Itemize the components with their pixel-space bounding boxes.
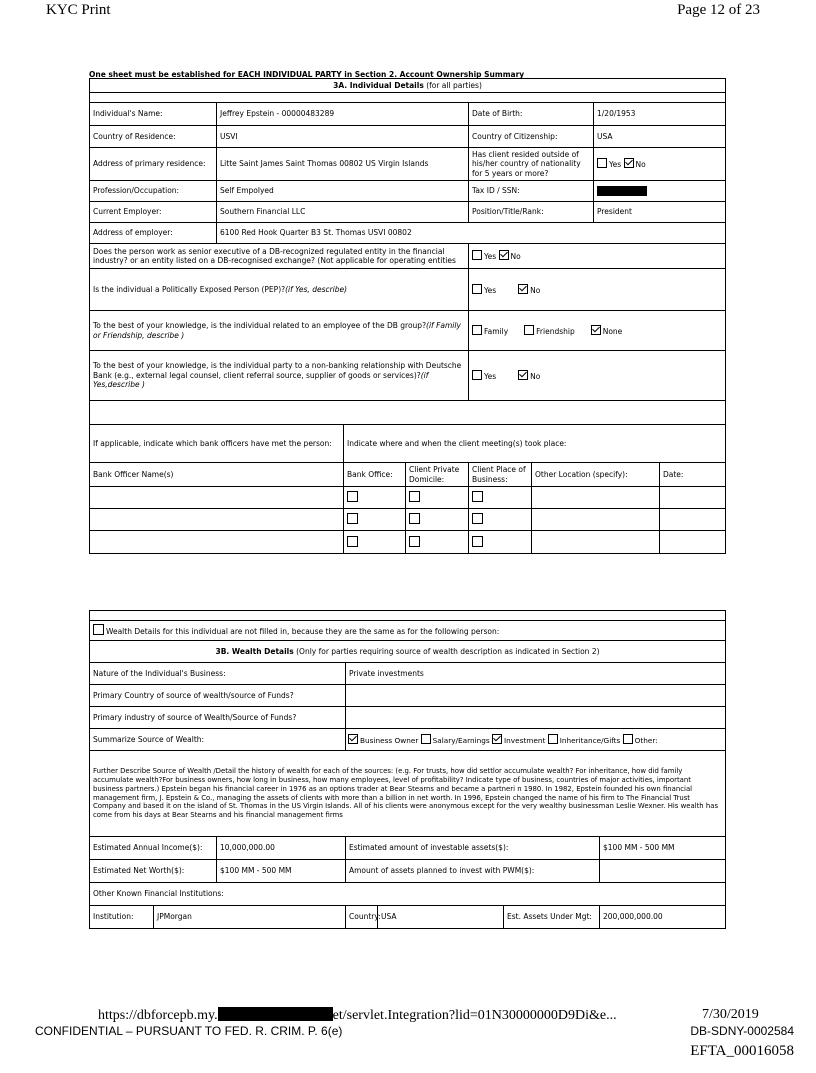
section-3b-header: 3B. Wealth Details (Only for parties requiring source of wealth description as indicated in Section 2) [90,641,726,663]
address-value: Litte Saint James Saint Thomas 00802 US Virgin Islands [217,148,469,181]
planned-label: Amount of assets planned to invest with PWM($): [346,860,600,883]
officer-name-cell[interactable] [90,487,344,509]
residence-value: USVI [217,126,469,148]
individual-details-table [89,78,726,554]
income-value: 10,000,000.00 [217,837,346,860]
residence-label: Country of Residence: [90,126,217,148]
section-3a-header: 3A. Individual Details (for all parties) [90,79,726,93]
taxid-value [594,181,726,202]
nonbank-question: To the best of your knowledge, is the individual party to a non-banking relationship with Deutsche Bank (e.g., external legal counsel, client referral source, supplier of goods or services)?(if Yes,describe ) [90,351,469,401]
pep-question: Is the individual a Politically Exposed Person (PEP)?(if Yes, describe) [90,269,469,311]
employer-label: Current Employer: [90,202,217,223]
pep-yes-checkbox[interactable] [472,284,482,294]
senior-exec-question: Does the person work as senior executive of a DB-recognized regulated entity in the financial industry? or an entity listed on a DB-recognised exchange? (Not applicable for operating entities [90,244,469,269]
officer-name-cell[interactable] [90,531,344,554]
date-cell[interactable] [660,509,726,531]
citizenship-label: Country of Citizenship: [469,126,594,148]
pep-no-checkbox[interactable] [518,284,528,294]
date-cell[interactable] [660,487,726,509]
meeting-row [90,487,726,509]
same-as-checkbox[interactable] [93,624,104,635]
planned-value[interactable] [600,860,726,883]
client-domicile-header: Client Private Domicile: [406,463,469,487]
domicile-checkbox[interactable] [409,491,420,502]
meeting-row [90,509,726,531]
other-location-cell[interactable] [532,509,660,531]
name-value: Jeffrey Epstein - 00000483289 [217,103,469,126]
client-business-header: Client Place of Business: [469,463,532,487]
other-location-cell[interactable] [532,531,660,554]
date-header: Date: [660,463,726,487]
other-location-cell[interactable] [532,487,660,509]
employer-address-label: Address of employer: [90,223,217,244]
bank-office-header: Bank Office: [344,463,406,487]
further-description: Further Describe Source of Wealth /Detail the history of wealth for each of the sources: (e.g. For trusts, how did settlor accumulate wealth? For inheritance, how did family accumulate wealth?For business owners, how long in business, how many employees, level of profitability? Indicate type of business, countries of major activities, important business partners.) Epstein began his financial career in 1976 as an options trader at Bear Stearns and became a partneri n 1980. In 1982, Epstein founded his own financial management firm, J. Epstein & Co., managing the assets of clients with more than a billion in net worth. In 1996, Epstein changed the name of his firm to The Financial Trust Company and based it on the island of St. Thomas in the US Virgin Islands. All of his clients were anonymous except for the very wealthy businessman Leslie Wexner. His wealth has come from his days at Bear Stearns and his financial management firms [90,751,726,837]
investable-value: $100 MM - 500 MM [600,837,726,860]
instruction-text: One sheet must be established for EACH INDIVIDUAL PARTY in Section 2. Account Ownership Summary [89,70,525,79]
source-country-value[interactable] [346,685,726,707]
nature-value: Private investments [346,663,726,685]
citizenship-value: USA [594,126,726,148]
header-title: KYC Print [46,2,111,18]
related-question: To the best of your knowledge, is the individual related to an employee of the DB group?(if Family or Friendship, describe ) [90,311,469,351]
bank-office-checkbox[interactable] [347,513,358,524]
business-checkbox[interactable] [472,491,483,502]
url-redaction [218,1007,333,1021]
institution-value: JPMorgan [154,906,346,929]
dob-label: Date of Birth: [469,103,594,126]
networth-label: Estimated Net Worth($): [90,860,217,883]
position-value: President [594,202,726,223]
same-as-row: Wealth Details for this individual are not filled in, because they are the same as for the following person: [90,621,726,641]
confidential-notice: CONFIDENTIAL – PURSUANT TO FED. R. CRIM. P. 6(e) [35,1024,343,1038]
efta-number: EFTA_00016058 [690,1043,794,1059]
dob-value: 1/20/1953 [594,103,726,126]
bank-office-checkbox[interactable] [347,491,358,502]
profession-value: Self Empolyed [217,181,469,202]
aum-value: 200,000,000.00 [600,906,726,929]
resided-question: Has client resided outside of his/her country of nationality for 5 years or more? [469,148,594,181]
other-checkbox[interactable] [623,734,633,744]
investment-checkbox[interactable] [492,734,502,744]
summarize-label: Summarize Source of Wealth: [90,729,346,751]
nature-label: Nature of the Individual's Business: [90,663,346,685]
nonbank-no-checkbox[interactable] [518,370,528,380]
source-industry-label: Primary industry of source of Wealth/Source of Funds? [90,707,346,729]
aum-label: Est. Assets Under Mgt: [504,906,600,929]
officer-names-header: Bank Officer Name(s) [90,463,344,487]
date-cell[interactable] [660,531,726,554]
name-label: Individual's Name: [90,103,217,126]
business-owner-checkbox[interactable] [348,734,358,744]
senior-yes-checkbox[interactable] [472,250,482,260]
meeting-question: Indicate where and when the client meeting(s) took place: [344,425,726,463]
taxid-label: Tax ID / SSN: [469,181,594,202]
related-answer: Family Friendship None [469,311,726,351]
salary-checkbox[interactable] [421,734,431,744]
domicile-checkbox[interactable] [409,536,420,547]
position-label: Position/Title/Rank: [469,202,594,223]
nonbank-yes-checkbox[interactable] [472,370,482,380]
source-industry-value[interactable] [346,707,726,729]
senior-no-checkbox[interactable] [499,250,509,260]
meeting-row [90,531,726,554]
country-label: Country: [346,906,378,929]
investable-label: Estimated amount of investable assets($): [346,837,600,860]
resided-yes-checkbox[interactable] [597,158,607,168]
other-institutions-label: Other Known Financial Institutions: [90,883,726,906]
employer-value: Southern Financial LLC [217,202,469,223]
income-label: Estimated Annual Income($): [90,837,217,860]
pep-answer: Yes No [469,269,726,311]
domicile-checkbox[interactable] [409,513,420,524]
resided-answer: Yes No [594,148,726,181]
business-checkbox[interactable] [472,536,483,547]
wealth-details-table [89,610,726,929]
country-value: USA [378,906,504,929]
inheritance-checkbox[interactable] [548,734,558,744]
bank-office-checkbox[interactable] [347,536,358,547]
resided-no-checkbox[interactable] [624,158,634,168]
business-checkbox[interactable] [472,513,483,524]
other-location-header: Other Location (specify): [532,463,660,487]
family-checkbox[interactable] [472,325,482,335]
footer-url: https://dbforcepb.my. et/servlet.Integration?lid=01N30000000D9Di&e... [98,1008,617,1023]
institution-label: Institution: [90,906,154,929]
networth-value: $100 MM - 500 MM [217,860,346,883]
taxid-redaction [597,186,647,196]
profession-label: Profession/Occupation: [90,181,217,202]
officers-question: If applicable, indicate which bank officers have met the person: [90,425,344,463]
source-country-label: Primary Country of source of wealth/source of Funds? [90,685,346,707]
address-label: Address of primary residence: [90,148,217,181]
nonbank-answer: Yes No [469,351,726,401]
page-number: Page 12 of 23 [677,2,760,18]
bates-number: DB-SDNY-0002584 [690,1024,794,1038]
footer-date: 7/30/2019 [702,1007,759,1022]
employer-address-value: 6100 Red Hook Quarter B3 St. Thomas USVI 00802 [217,223,726,244]
senior-exec-answer: Yes No [469,244,726,269]
officer-name-cell[interactable] [90,509,344,531]
none-checkbox[interactable] [591,325,601,335]
friendship-checkbox[interactable] [524,325,534,335]
summarize-options: Business Owner Salary/Earnings Investment Inheritance/Gifts Other: [346,729,726,751]
